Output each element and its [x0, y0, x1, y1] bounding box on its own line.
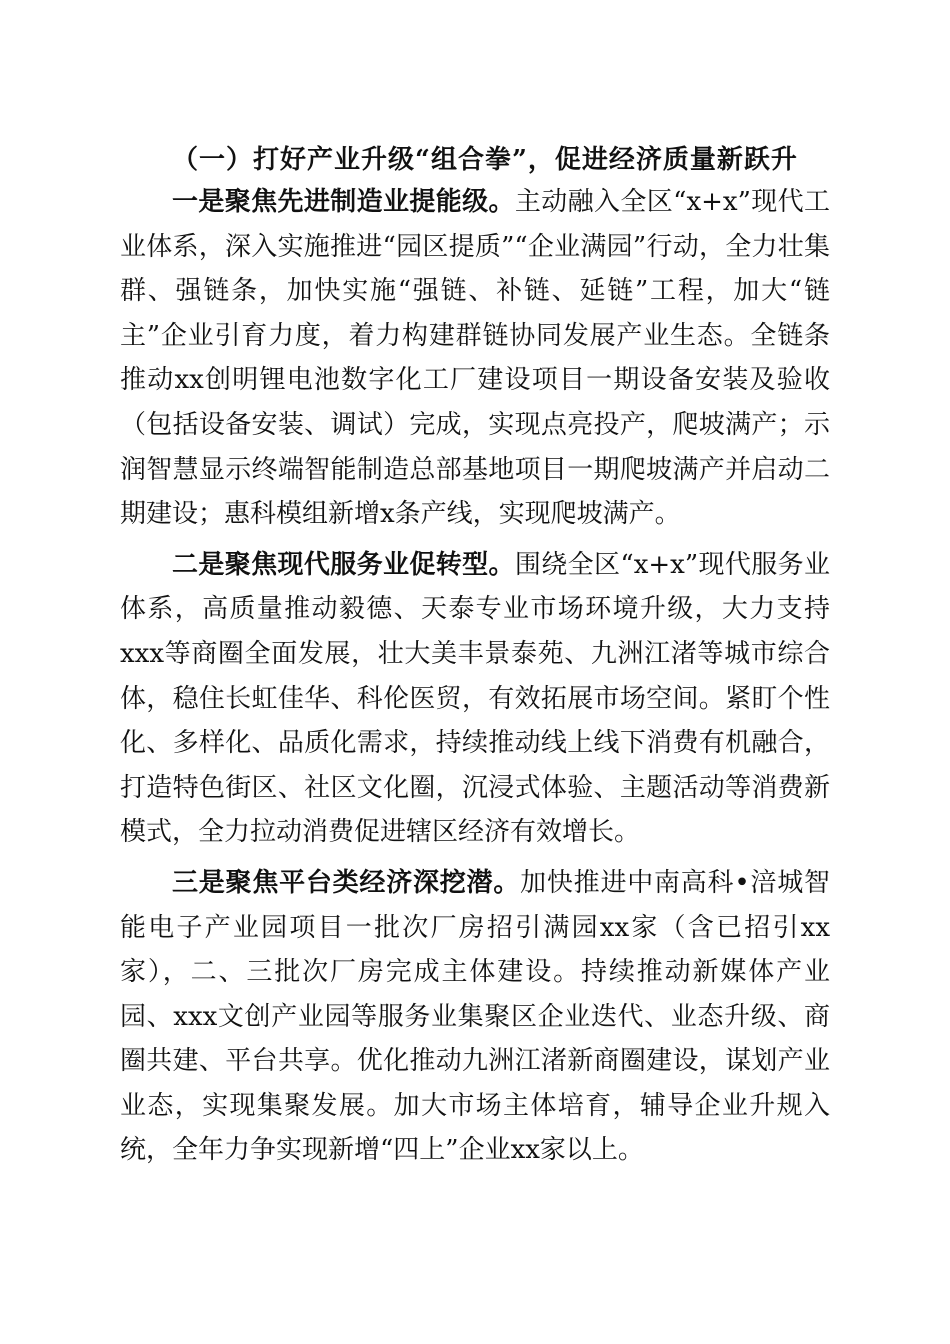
- paragraph-body: 主动融入全区“x+x”现代工业体系，深入实施推进“园区提质”“企业满园”行动，全力壮集群、强链条，加快实施“强链、补链、延链”工程，加大“链主”企业引育力度，着力构建群链协同发展产业生态。全链条推动xx创明锂电池数字化工厂建设项目一期设备安装及验收（包括设备安装、调试）完成，实现点亮投产，爬坡满产；示润智慧显示终端智能制造总部基地项目一期爬坡满产并启动二期建设；惠科模组新增x条产线，实现爬坡满产。: [120, 187, 830, 530]
- paragraph-platform: [120, 861, 830, 1173]
- paragraph-lead: 二是聚焦现代服务业促转型。: [172, 549, 515, 580]
- paragraph-lead: 三是聚焦平台类经济深挖潜。: [172, 867, 521, 898]
- paragraph-services: [120, 543, 830, 855]
- paragraph-manufacturing: [120, 180, 830, 537]
- document-page: [120, 140, 830, 1173]
- paragraph-body: 围绕全区“x+x”现代服务业体系，高质量推动毅德、天泰专业市场环境升级，大力支持xxx等商圈全面发展，壮大美丰景泰苑、九洲江渚等城市综合体，稳住长虹佳华、科伦医贸，有效拓展市场空间。紧盯个性化、多样化、品质化需求，持续推动线上线下消费有机融合，打造特色街区、社区文化圈，沉浸式体验、主题活动等消费新模式，全力拉动消费促进辖区经济有效增长。: [120, 549, 830, 848]
- section-heading: （一）打好产业升级“组合拳”，促进经济质量新跃升: [172, 145, 798, 175]
- paragraph-lead: 一是聚焦先进制造业提能级。: [172, 187, 515, 217]
- paragraph-body: 加快推进中南高科•涪城智能电子产业园项目一批次厂房招引满园xx家（含已招引xx家），二、三批次厂房完成主体建设。持续推动新媒体产业园、xxx文创产业园等服务业集聚区企业迭代、业态升级、商圈共建、平台共享。优化推动九洲江渚新商圈建设，谋划产业业态，实现集聚发展。加大市场主体培育，辅导企业升规入统，全年力争实现新增“四上”企业xx家以上。: [120, 867, 830, 1166]
